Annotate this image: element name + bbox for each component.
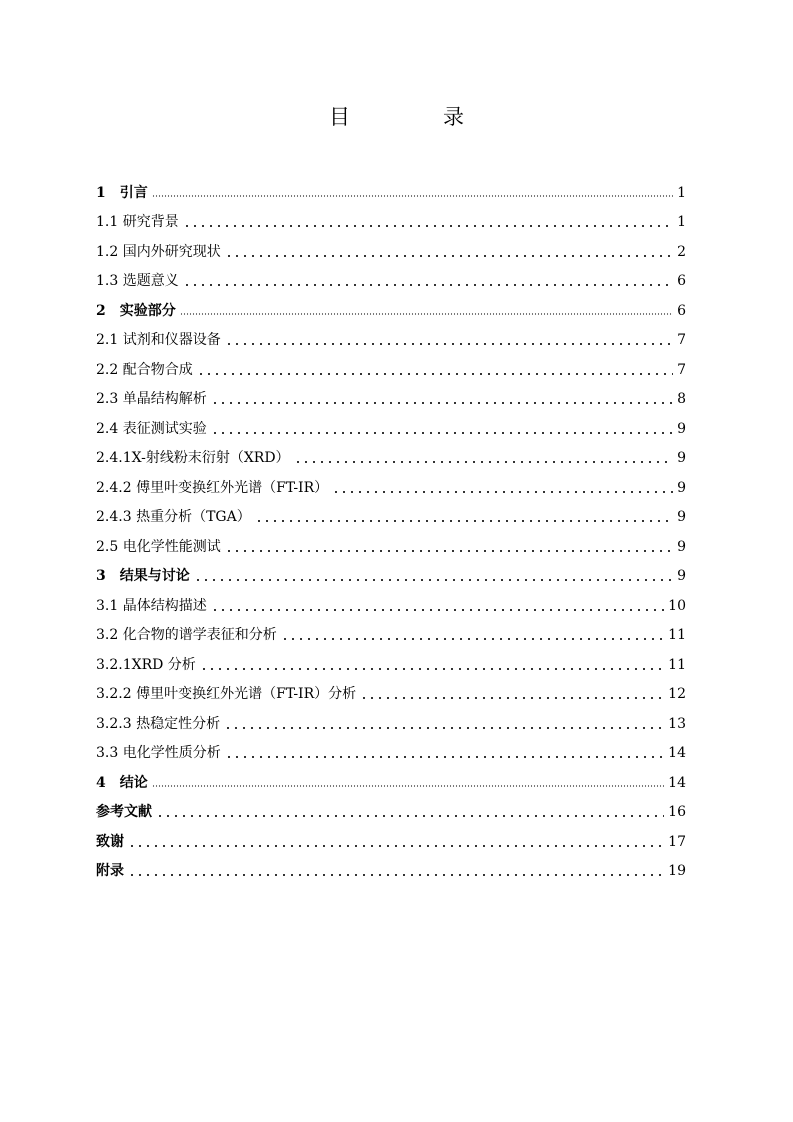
- toc-entry-label: 3.2.3 热稳定性分析: [96, 715, 221, 732]
- toc-entry-label: 1.1 研究背景: [96, 214, 179, 230]
- dot-leader: [128, 874, 664, 876]
- toc-entry[interactable]: [96, 497, 686, 527]
- dot-leader: [200, 668, 664, 670]
- toc-entry-page: 12: [668, 686, 686, 702]
- toc-entry[interactable]: [96, 792, 686, 822]
- dot-leader: [197, 373, 673, 375]
- toc-entry-label: 3.2.1XRD 分析: [96, 656, 196, 673]
- toc-entry-label: 2.5 电化学性能测试: [96, 538, 221, 555]
- toc-entry-label: 2.4.3 热重分析（TGA）: [96, 509, 251, 525]
- toc-entry[interactable]: [96, 202, 686, 232]
- toc-entry-label: 2.1 试剂和仪器设备: [96, 332, 221, 348]
- dot-leader: [128, 845, 664, 847]
- dot-leader: [152, 195, 673, 197]
- toc-entry-page: 8: [677, 391, 686, 407]
- toc-entry[interactable]: [96, 261, 686, 291]
- toc-entry-page: 1: [677, 184, 686, 201]
- toc-entry[interactable]: [96, 851, 686, 881]
- dot-leader: [281, 638, 664, 640]
- dot-leader: [225, 550, 673, 552]
- toc-entry[interactable]: [96, 674, 686, 704]
- dot-leader: [211, 432, 673, 434]
- toc-entry-label: 2.3 单晶结构解析: [96, 391, 207, 407]
- toc-entry-label: 2.2 配合物合成: [96, 361, 193, 378]
- toc-entry-page: 6: [677, 302, 686, 319]
- dot-leader: [211, 402, 673, 404]
- toc-entry[interactable]: [96, 349, 686, 379]
- toc-entry-label: 3.3 电化学性质分析: [96, 745, 221, 761]
- toc-entry-page: 13: [668, 715, 686, 732]
- toc-entry-page: 19: [668, 863, 686, 879]
- toc-entry[interactable]: [96, 703, 686, 733]
- toc-entry-page: 9: [677, 479, 686, 496]
- dot-leader: [360, 697, 664, 699]
- dot-leader: [156, 815, 664, 817]
- dot-leader: [224, 727, 664, 729]
- toc-entry-page: 7: [677, 361, 686, 378]
- toc-entry[interactable]: [96, 231, 686, 261]
- dot-leader: [152, 785, 664, 787]
- dot-leader: [332, 491, 673, 493]
- dot-leader: [255, 520, 673, 522]
- toc-entry[interactable]: [96, 762, 686, 792]
- dot-leader: [211, 609, 664, 611]
- toc-entry-label: 1.2 国内外研究现状: [96, 243, 221, 260]
- toc-entry-page: 7: [677, 332, 686, 348]
- toc-entry[interactable]: [96, 733, 686, 763]
- toc-entry-label: 参考文献: [96, 804, 152, 820]
- toc-entry-label: 1 引言: [96, 184, 148, 201]
- toc-entry-page: 17: [668, 833, 686, 850]
- dot-leader: [225, 343, 673, 345]
- toc-entry-label: 3.1 晶体结构描述: [96, 597, 207, 614]
- toc-entry[interactable]: [96, 615, 686, 645]
- toc-entry-page: 6: [677, 273, 686, 289]
- toc-entry-page: 9: [677, 420, 686, 437]
- toc-entry-page: 9: [677, 509, 686, 525]
- toc-entry[interactable]: [96, 821, 686, 851]
- toc-entry-page: 9: [677, 450, 686, 466]
- toc-entry[interactable]: [96, 438, 686, 468]
- toc-entry[interactable]: [96, 556, 686, 586]
- toc-entry[interactable]: [96, 467, 686, 497]
- toc-entry-label: 2.4.2 傅里叶变换红外光谱（FT-IR）: [96, 479, 329, 496]
- toc-entry-page: 9: [677, 538, 686, 555]
- toc-entry[interactable]: [96, 408, 686, 438]
- dot-leader: [180, 313, 673, 315]
- toc-entry[interactable]: [96, 585, 686, 615]
- toc-entry[interactable]: [96, 526, 686, 556]
- toc-title: 目 录: [329, 105, 500, 129]
- dot-leader: [183, 225, 673, 227]
- dot-leader: [294, 461, 674, 463]
- toc-entry-page: 11: [668, 627, 686, 643]
- toc-entry-page: 14: [668, 774, 686, 791]
- toc-entry[interactable]: [96, 644, 686, 674]
- toc-entry[interactable]: [96, 172, 686, 202]
- toc-entry-page: 10: [668, 597, 686, 614]
- toc-entry-page: 16: [668, 804, 686, 820]
- toc-entry-page: 11: [668, 656, 686, 673]
- dot-leader: [183, 284, 673, 286]
- toc-entry-label: 附录: [96, 863, 124, 879]
- toc-entry-label: 1.3 选题意义: [96, 273, 179, 289]
- toc-entry-label: 3.2.2 傅里叶变换红外光谱（FT-IR）分析: [96, 686, 357, 702]
- table-of-contents: [96, 172, 686, 880]
- toc-entry-page: 2: [677, 243, 686, 260]
- dot-leader: [194, 579, 673, 581]
- dot-leader: [225, 756, 664, 758]
- toc-entry-page: 9: [677, 568, 686, 584]
- toc-entry-label: 4 结论: [96, 774, 148, 791]
- toc-entry-label: 2.4 表征测试实验: [96, 420, 207, 437]
- toc-entry[interactable]: [96, 320, 686, 350]
- toc-entry-label: 3.2 化合物的谱学表征和分析: [96, 627, 277, 643]
- toc-entry-label: 致谢: [96, 833, 124, 850]
- toc-entry[interactable]: [96, 379, 686, 409]
- toc-entry-page: 1: [677, 214, 686, 230]
- toc-entry-label: 3 结果与讨论: [96, 568, 190, 584]
- toc-entry-label: 2.4.1X-射线粉末衍射（XRD）: [96, 450, 290, 466]
- dot-leader: [225, 255, 673, 257]
- toc-entry-label: 2 实验部分: [96, 302, 176, 319]
- toc-entry[interactable]: [96, 290, 686, 320]
- toc-entry-page: 14: [668, 745, 686, 761]
